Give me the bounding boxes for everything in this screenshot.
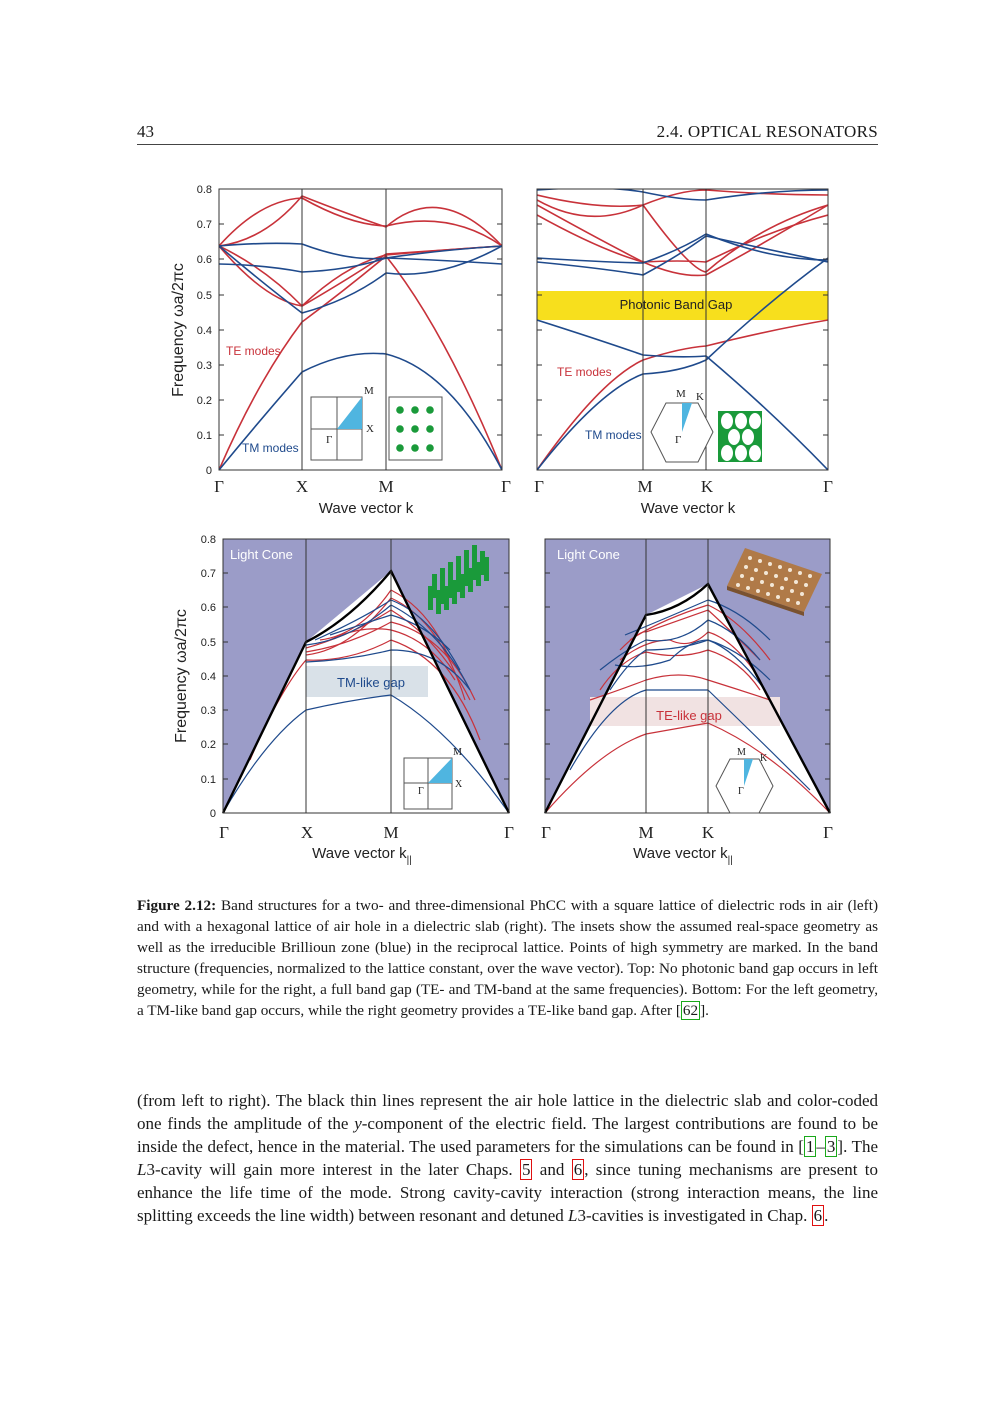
citation-link[interactable]: 3: [826, 1137, 836, 1156]
caption-text: Band structures for a two- and three-dimensional PhCC with a square lattice of dielectric rods in air (left) and with a hexagonal lattice of air hole in a dielectric slab (right). The insets show the assumed real-space geometry as well as the irreducible Brillioun zone (blue) in the reciprocal lattice. Points of high symmetry are marked. In the band structure (frequencies, normalized to the lattice constant, over the wave vector). Top: No photonic band gap occurs in left geometry, while for the right, a full band gap (TE- and TM-band at the same frequencies). Bottom: For the left geometry, a TM-like band gap occurs, while the right geometry provides a TE-like band gap. After: [137, 897, 879, 1019]
y-tick-label: 0.8: [196, 184, 212, 196]
x-tick-label: M: [383, 823, 399, 842]
x-tick-label: Γ: [501, 477, 511, 496]
bz-label-gamma: Γ: [675, 434, 682, 446]
x-tick-label: Γ: [823, 823, 833, 842]
figure-caption: Figure 2.12: Band structures for a two- and three-dimensional PhCC with a square lattice of dielectric rods in air (left) and with a hexagonal lattice of air hole in a dielectric slab (right). The insets show the assumed real-space geometry as well as the irreducible Brillioun zone (blue) in the reciprocal lattice. Points of high symmetry are marked. In the band structure (frequencies, normalized to the lattice constant, over the wave vector). Top: No photonic band gap occurs in left geometry, while for the right, a full band gap (TE- and TM-band at the same frequencies). Bottom: For the left geometry, a TM-like band gap occurs, while the right geometry provides a TE-like band gap. After [ 62 ].: [137, 897, 879, 1019]
chapter-link[interactable]: 5: [521, 1160, 531, 1179]
body-text-segment: (from left to right). The black thin lines represent the air hole lattice in the dielectric slab and color-coded one finds the amplitude of the: [137, 1091, 878, 1133]
y-tick-label: 0.4: [200, 671, 216, 683]
bz-label-m: M: [676, 388, 686, 400]
x-tick-labels: [214, 477, 511, 496]
rod-lattice-inset: [389, 397, 442, 460]
y-tick-labels: [201, 534, 216, 820]
citation-link[interactable]: 62: [682, 1002, 699, 1019]
x-tick-labels: [534, 477, 833, 496]
te-modes-label: TE modes: [557, 365, 612, 379]
y-tick-label: 0.8: [200, 534, 216, 546]
x-tick-label: X: [295, 477, 309, 496]
x-tick-labels: [219, 823, 514, 842]
y-axis-title: Frequency ωa/2πc: [170, 263, 187, 397]
y-tick-label: 0.1: [196, 430, 212, 442]
caption-end: .: [705, 1002, 709, 1019]
bz-label-x: X: [366, 423, 374, 435]
tm-modes-label: TM modes: [242, 441, 299, 455]
y-tick-label: 0.5: [196, 290, 212, 302]
math-var: L: [137, 1160, 147, 1179]
panel-2d-hex: [534, 188, 833, 517]
bz-label-gamma: Γ: [418, 786, 424, 797]
body-text-segment: .: [824, 1206, 829, 1225]
y-tick-label: 0: [209, 808, 216, 820]
bz-label-x: X: [455, 779, 463, 790]
y-tick-label: 0.6: [196, 254, 212, 266]
page-number: 43: [137, 122, 154, 141]
light-cone-label: Light Cone: [230, 547, 293, 562]
x-tick-label: Γ: [534, 477, 544, 496]
body-text-segment: -component of the electric field. The largest contributions are found to be inside the defect, hence in the material. The used parameters for the simulations can be found in [: [137, 1114, 878, 1156]
panel-2d-square: [170, 184, 511, 517]
bz-label-m: M: [737, 747, 746, 758]
y-tick-label: 0.7: [196, 219, 212, 231]
x-tick-label: Γ: [504, 823, 514, 842]
chapter-link[interactable]: 6: [573, 1160, 583, 1179]
x-tick-label: K: [701, 823, 715, 842]
y-tick-label: 0.5: [200, 637, 216, 649]
y-tick-label: 0.1: [200, 774, 216, 786]
x-tick-label: Γ: [214, 477, 224, 496]
math-var: y: [354, 1114, 362, 1133]
bz-label-m: M: [364, 385, 374, 397]
x-tick-labels: [541, 823, 833, 842]
body-text-segment: , since tuning mechanisms are present to enhance the life time of the mode. Strong cavity-cavity interaction (strong interaction means, the line splitting exceeds the line width) between resonant and detuned: [137, 1160, 879, 1225]
y-tick-label: 0: [205, 465, 212, 477]
x-axis-title: Wave vector k: [318, 500, 414, 517]
x-tick-label: M: [637, 477, 653, 496]
body-text-segment: ]. The: [837, 1137, 878, 1156]
brillouin-zone-inset: [311, 385, 374, 460]
bz-label-k: K: [760, 753, 768, 764]
y-tick-labels: [197, 184, 212, 477]
x-tick-label: Γ: [219, 823, 229, 842]
x-axis-title: Wave vector $k_{||}$: [312, 845, 412, 866]
caption-label: Figure 2.12:: [137, 897, 217, 914]
body-text-segment: 3-cavity will gain more interest in the later Chaps.: [146, 1160, 520, 1179]
y-tick-label: 0.4: [196, 325, 212, 337]
x-tick-label: Γ: [823, 477, 833, 496]
body-paragraph: [137, 1089, 878, 1227]
x-tick-label: M: [638, 823, 654, 842]
bz-label-k: K: [696, 391, 704, 403]
x-axis-title: Wave vector k: [640, 500, 736, 517]
light-cone-label: Light Cone: [557, 547, 620, 562]
y-tick-label: 0.2: [200, 739, 216, 751]
x-axis-title: Wave vector $k_{||}$: [633, 845, 733, 866]
math-var: L: [568, 1206, 578, 1225]
tm-modes-label: TM modes: [585, 428, 642, 442]
te-like-gap-label: TE-like gap: [656, 708, 722, 723]
y-tick-label: 0.6: [200, 602, 216, 614]
y-axis-title: Frequency ωa/2πc: [173, 609, 190, 743]
x-tick-label: K: [700, 477, 714, 496]
bz-label-gamma: Γ: [738, 786, 744, 797]
photonic-band-gap-label: Photonic Band Gap: [619, 297, 733, 312]
x-tick-label: Γ: [541, 823, 551, 842]
running-title: 2.4. OPTICAL RESONATORS: [656, 122, 878, 141]
y-tick-label: 0.3: [196, 360, 212, 372]
y-tick-label: 0.7: [200, 568, 216, 580]
bz-label-m: M: [453, 747, 462, 758]
hole-lattice-inset: [718, 411, 762, 462]
x-tick-label: X: [300, 823, 314, 842]
panel-3d-slab: [541, 539, 833, 866]
citation-link[interactable]: 1: [805, 1137, 815, 1156]
te-modes-label: TE modes: [226, 344, 281, 358]
brillouin-zone-inset: [651, 388, 713, 462]
tm-like-gap-label: TM-like gap: [337, 675, 405, 690]
bz-label-gamma: Γ: [326, 434, 333, 446]
body-text-segment: –: [816, 1137, 825, 1156]
panel-3d-rods: [173, 534, 514, 866]
x-tick-label: M: [378, 477, 394, 496]
y-tick-label: 0.2: [196, 395, 212, 407]
y-tick-label: 0.3: [200, 705, 216, 717]
body-text-segment: 3-cavities is investigated in Chap.: [577, 1206, 812, 1225]
body-text-segment: and: [532, 1160, 572, 1179]
chapter-link[interactable]: 6: [813, 1206, 823, 1225]
